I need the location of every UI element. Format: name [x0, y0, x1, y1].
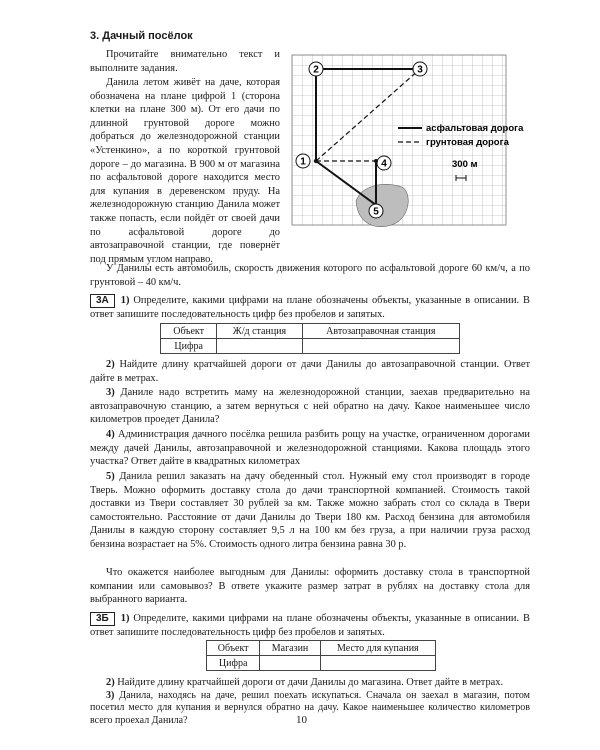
junction-dot — [314, 159, 318, 163]
task-tag: 3А — [90, 294, 115, 308]
task-3a-q4: 4) Администрация дачного посёлка решила разбить рощу на участке, ограниченном дорогами между дачей Данилы, автозаправочной и железнодорожной станциями. Какова площадь этого участка? Ответ дайте в квадратных километрах — [90, 429, 530, 468]
intro-car: У Данилы есть автомобиль, скорость движения которого по асфальтовой дороге 60 км/ч, а по грунтовой – 40 км/ч. — [90, 263, 530, 288]
task-3b-q1: 3Б 1) Определите, какими цифрами на плане обозначены объекты, указанные в описании. В ответ запишите последовательность цифр без пробелов и запятых. — [90, 613, 530, 638]
answer-table-3b: Объект Магазин Место для купания Цифра — [206, 640, 436, 671]
answer-cell[interactable] — [320, 656, 435, 671]
task-tag: 3Б — [90, 612, 115, 626]
task-3a-q5: 5) Данила решил заказать на дачу обеденный стол. Нужный ему стол производят в городе Тверь. Можно оформить доставку стола до дачи транспортной компанией. Стоимость такой доставки из Твери составляет 30 рублей за км. Также можно забрать стол со склада в Твери самостоятельно. Расстояние от дачи Данилы до Твери 180 км. Расход бензина для автомобиля Данилы в каждую сторону составляет 9,5 л на 100 км без груза, а при наличии груза расход бензина возрастает на 5%. Стоимость одного литра бензина равна 30 р. — [90, 471, 530, 550]
scale-label: 300 м — [452, 159, 478, 170]
map-point-5 — [369, 204, 383, 218]
map-label: 3 — [417, 64, 423, 76]
map-point-2 — [309, 62, 323, 76]
task-3a-q3: 3) Даниле надо встретить маму на железнодорожной станции, заехав предварительно на автозаправочную станцию, а затем вернуться с ней обратно на дачу. Какое наименьшее число километров проедет Данила? — [90, 387, 530, 426]
task-3a-q1: 3А 1) Определите, какими цифрами на плане обозначены объекты, указанные в описании. В ответ запишите последовательность цифр без пробелов и запятых. — [90, 295, 530, 320]
answer-table-3a: Объект Ж/д станция Автозаправочная станция Цифра — [160, 323, 460, 354]
section-title: 3. Дачный посёлок — [90, 30, 193, 42]
intro-instruction: Прочитайте внимательно текст и выполните задания. — [90, 49, 280, 74]
intro-story: Данила летом живёт на даче, которая обозначена на плане цифрой 1 (сторона клетки на плане 300 м). От его дачи по длинной грунтовой дороге можно добраться до железнодорожной станции «Устенкино», а по короткой грунтовой дороге – до магазина. В 900 м от магазина по асфальтовой дороге находится место для купания в деревенском пруду. На железнодорожную станцию Данила может также попасть, если пойдёт от своей дачи по асфальтовой дороге до автозаправочной станции, где повернёт под прямым углом направо. — [90, 77, 280, 265]
map-label: 5 — [373, 206, 379, 218]
junction-dot — [374, 159, 378, 163]
village-plan-map — [292, 55, 524, 255]
map-point-3 — [413, 62, 427, 76]
task-3b-q3: 3) Данила, находясь на даче, решил поехать искупаться. Сначала он заехал в магазин, потом посетил место для купания и вернулся обратно на дачу. Какое наименьшее количество километров всего проехал Данила? — [90, 690, 531, 726]
map-label: 1 — [300, 156, 306, 168]
answer-cell[interactable] — [217, 339, 302, 354]
map-label: 2 — [313, 64, 319, 76]
page-number: 10 — [296, 714, 307, 726]
task-3a-q5-question: Что окажется наиболее выгодным для Данилы: оформить доставку стола в транспортной компании или самовывоз? В ответе укажите размер затрат в рублях на доставку стола для выбранного варианта. — [90, 567, 530, 606]
legend-dirt-label: грунтовая дорога — [426, 137, 509, 148]
answer-cell[interactable] — [260, 656, 320, 671]
legend-asphalt-label: асфальтовая дорога — [426, 123, 524, 134]
task-3a-q2: 2) Найдите длину кратчайшей дороги от дачи Данилы до автозаправочной станции. Ответ дайте в метрах. — [90, 359, 530, 384]
answer-cell[interactable] — [302, 339, 459, 354]
map-point-4 — [377, 156, 391, 170]
task-3b-q2: 2) Найдите длину кратчайшей дороги от дачи Данилы до магазина. Ответ дайте в метрах. — [106, 677, 504, 688]
map-label: 4 — [381, 158, 387, 170]
map-point-1 — [296, 154, 310, 168]
